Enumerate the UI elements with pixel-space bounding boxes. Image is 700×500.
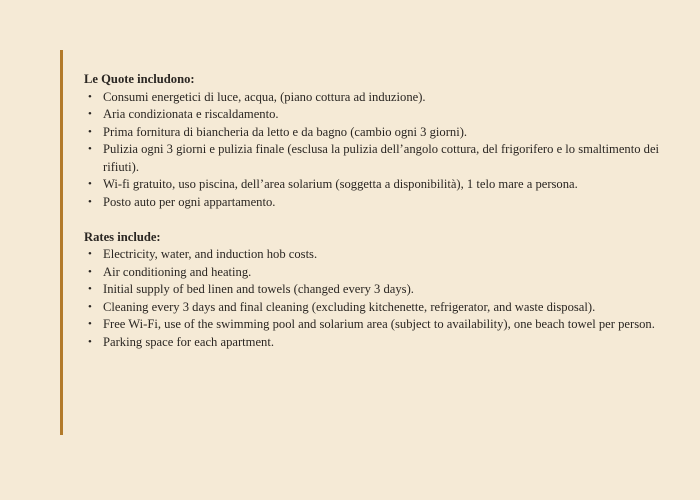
list-item-text: Wi-fi gratuito, uso piscina, dell’area solarium (soggetta a disponibilità), 1 telo mare a persona. (103, 177, 578, 191)
list-item (84, 194, 664, 212)
list-item (84, 176, 664, 194)
list-item (84, 246, 664, 264)
bullet-icon: • (88, 90, 92, 103)
bullet-icon: • (88, 125, 92, 138)
bullet-icon: • (88, 335, 92, 348)
list-item-text: Cleaning every 3 days and final cleaning (excluding kitchenette, refrigerator, and waste disposal). (103, 299, 596, 314)
bullet-icon: • (88, 108, 92, 120)
list-item (84, 264, 664, 282)
accent-bar (60, 50, 63, 435)
list-item (84, 141, 664, 176)
section-english (84, 229, 664, 352)
list-item (84, 89, 664, 107)
list-item (84, 334, 664, 352)
list-item-text: Electricity, water, and induction hob costs. (103, 247, 318, 261)
list-item-text: Prima fornitura di biancheria da letto e da bagno (cambio ogni 3 giorni). (103, 124, 468, 139)
list-item (84, 281, 664, 299)
list-item (84, 316, 664, 334)
list-item-text: Aria condizionata e riscaldamento. (103, 107, 279, 121)
rates-content (84, 71, 664, 351)
list-item-text: Consumi energetici di luce, acqua, (piano cottura ad induzione). (103, 89, 426, 104)
bullet-icon: • (88, 318, 92, 330)
bullet-icon: • (88, 195, 92, 208)
list-item-text: Parking space for each apartment. (103, 334, 274, 349)
bullet-icon: • (88, 248, 92, 260)
list-item-text: Initial supply of bed linen and towels (changed every 3 days). (103, 282, 414, 296)
list-item-text: Pulizia ogni 3 giorni e pulizia finale (esclusa la pulizia dell’angolo cottura, del frigorifero e lo smaltimento dei rifiuti). (103, 142, 660, 174)
list-item (84, 299, 664, 317)
inclusions-list (84, 89, 664, 212)
list-item-text: Posto auto per ogni appartamento. (103, 194, 276, 209)
list-item-text: Air conditioning and heating. (103, 264, 252, 279)
bullet-icon: • (88, 283, 92, 295)
bullet-icon: • (88, 143, 92, 155)
list-item-text: Free Wi-Fi, use of the swimming pool and solarium area (subject to availability), one beach towel per person. (103, 317, 655, 331)
section-heading: Le Quote includono: (84, 72, 195, 86)
section-spacer (84, 211, 664, 229)
bullet-icon: • (88, 178, 92, 190)
inclusions-list (84, 246, 664, 351)
section-heading: Rates include: (84, 229, 161, 244)
list-item (84, 106, 664, 124)
bullet-icon: • (88, 300, 92, 313)
section-italian (84, 71, 664, 211)
list-item (84, 124, 664, 142)
bullet-icon: • (88, 265, 92, 278)
